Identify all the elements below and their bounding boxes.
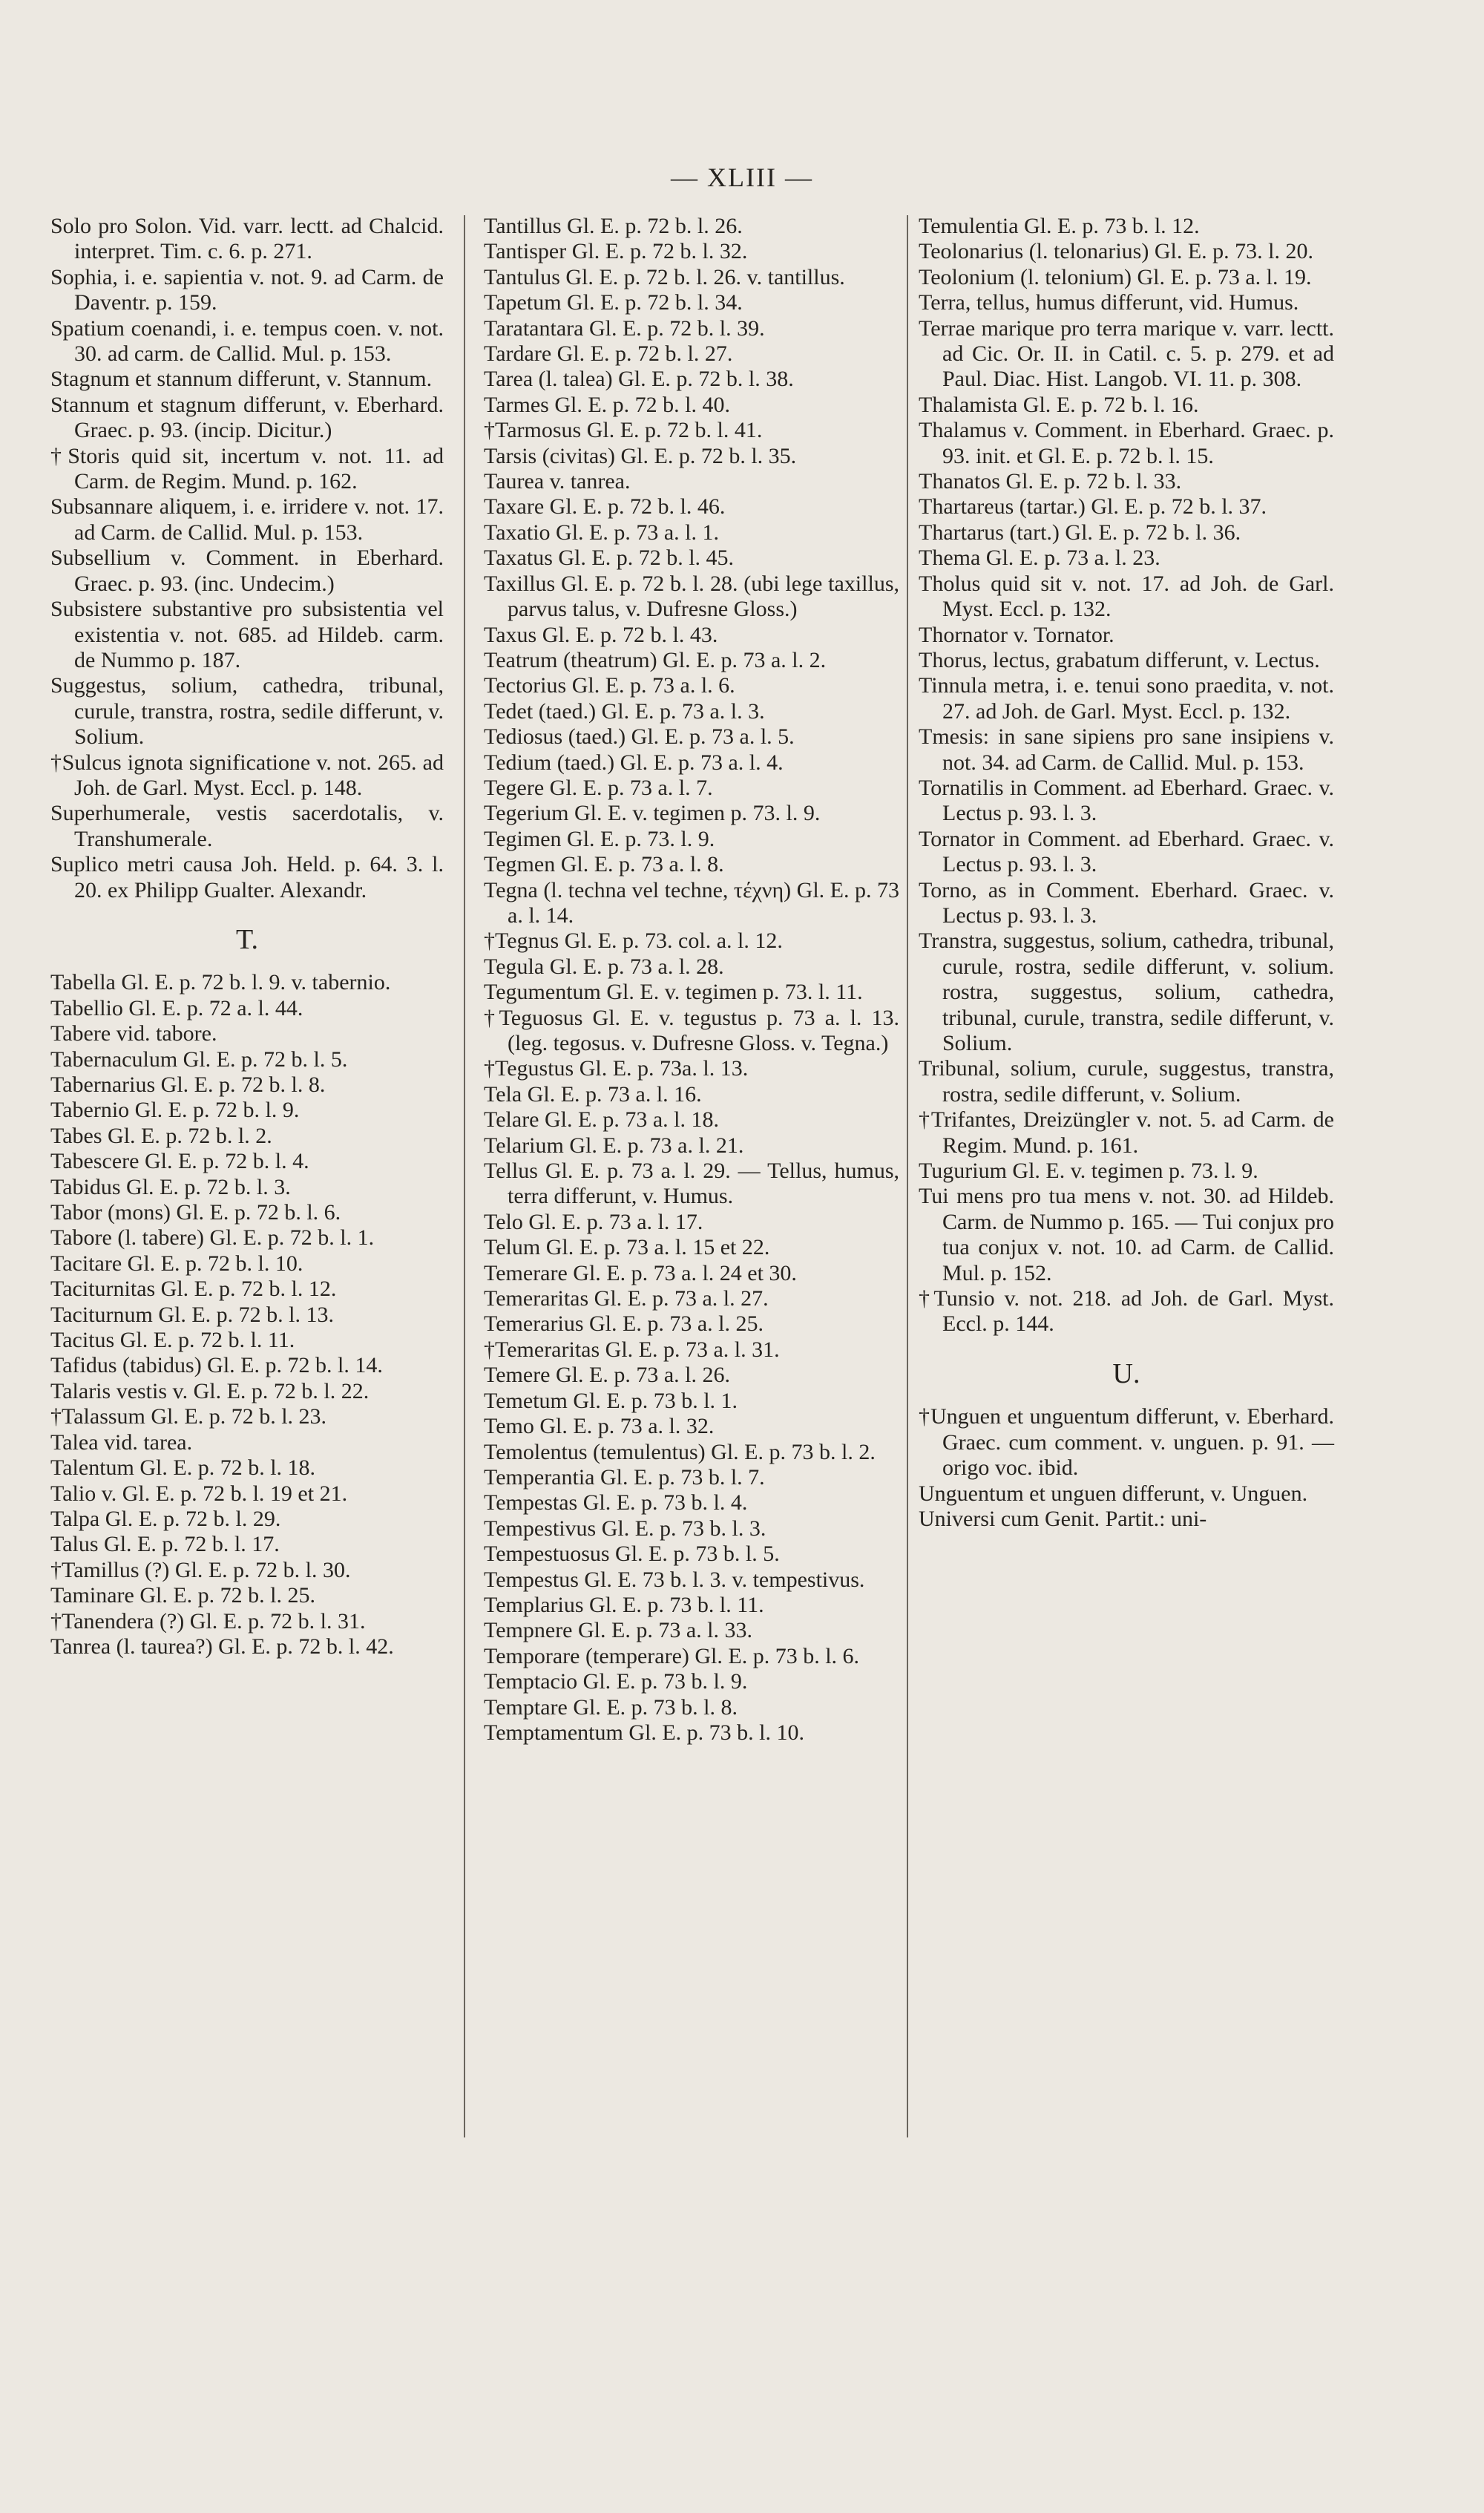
entry: Tugurium Gl. E. v. tegimen p. 73. l. 9. xyxy=(919,1159,1258,1184)
entry: Temptacio Gl. E. p. 73 b. l. 9. xyxy=(484,1669,748,1694)
entry: Tediosus (taed.) Gl. E. p. 73 a. l. 5. xyxy=(484,724,795,750)
entry: Tabernarius Gl. E. p. 72 b. l. 8. xyxy=(50,1072,326,1097)
entry: Subsistere substantive pro subsistentia vel existentia v. not. 685. ad Hildeb. carm. de Nummo p. 187. xyxy=(50,597,444,672)
entry: Stagnum et stannum differunt, v. Stannum. xyxy=(50,367,433,392)
entry: Tacitare Gl. E. p. 72 b. l. 10. xyxy=(50,1251,303,1276)
entry: Temptamentum Gl. E. p. 73 b. l. 10. xyxy=(484,1720,805,1745)
entry: Spatium coenandi, i. e. tempus coen. v. not. 30. ad carm. de Callid. Mul. p. 153. xyxy=(50,315,444,367)
entry: Taminare Gl. E. p. 72 b. l. 25. xyxy=(50,1583,315,1608)
entry: †Tarmosus Gl. E. p. 72 b. l. 41. xyxy=(484,418,763,443)
entry: Temolentus (temulentus) Gl. E. p. 73 b. l. 2. xyxy=(484,1439,876,1464)
entry: Tapetum Gl. E. p. 72 b. l. 34. xyxy=(484,290,743,315)
entry: †Talassum Gl. E. p. 72 b. l. 23. xyxy=(50,1404,327,1429)
entry: Thartarus (tart.) Gl. E. p. 72 b. l. 36. xyxy=(919,520,1241,545)
entry: Stannum et stagnum differunt, v. Eberhard. Graec. p. 93. (incip. Dicitur.) xyxy=(50,392,444,443)
entry: Talus Gl. E. p. 72 b. l. 17. xyxy=(50,1532,280,1557)
entry: Tinnula metra, i. e. tenui sono praedita, v. not. 27. ad Joh. de Garl. Myst. Eccl. p. 132. xyxy=(919,673,1334,724)
entry: Telum Gl. E. p. 73 a. l. 15 et 22. xyxy=(484,1235,770,1260)
entry: Tellus Gl. E. p. 73 a. l. 29. — Tellus, humus, terra differunt, v. Humus. xyxy=(484,1159,899,1209)
entry: Torno, as in Comment. Eberhard. Graec. v. Lectus p. 93. l. 3. xyxy=(919,877,1334,928)
entry: Terrae marique pro terra marique v. varr. lectt. ad Cic. Or. II. in Catil. c. 5. p. 279. et ad Paul. Diac. Hist. Langob. VI. 11. p. 308. xyxy=(919,315,1334,392)
entry: †Trifantes, Dreizüngler v. not. 5. ad Carm. de Regim. Mund. p. 161. xyxy=(919,1107,1334,1158)
entry: Temulentia Gl. E. p. 73 b. l. 12. xyxy=(919,214,1200,238)
entry: Temerarius Gl. E. p. 73 a. l. 25. xyxy=(484,1311,764,1337)
entry: Taxillus Gl. E. p. 72 b. l. 28. (ubi lege taxillus, parvus talus, v. Dufresne Gloss.) xyxy=(484,571,899,622)
entry: Tantulus Gl. E. p. 72 b. l. 26. v. tantillus. xyxy=(484,264,845,289)
entry: Thornator v. Tornator. xyxy=(919,622,1114,647)
entry: Talpa Gl. E. p. 72 b. l. 29. xyxy=(50,1506,281,1531)
entry: Taciturnitas Gl. E. p. 72 b. l. 12. xyxy=(50,1277,337,1302)
entry: Tacitus Gl. E. p. 72 b. l. 11. xyxy=(50,1328,295,1353)
entry: Tabore (l. tabere) Gl. E. p. 72 b. l. 1. xyxy=(50,1225,375,1251)
column-3 xyxy=(919,214,1334,1532)
entry: Tempestuosus Gl. E. p. 73 b. l. 5. xyxy=(484,1541,780,1567)
entry: Subsellium v. Comment. in Eberhard. Graec. p. 93. (inc. Undecim.) xyxy=(50,545,444,596)
entry: Transtra, suggestus, solium, cathedra, tribunal, curule, rostra, sedile differunt, v. solium. rostra, suggestus, solium, cathedra, tribunal, curule, transtra, sedile differunt, v. Solium. xyxy=(919,928,1334,1055)
entry: Tegerium Gl. E. v. tegimen p. 73. l. 9. xyxy=(484,801,821,826)
entry: Tafidus (tabidus) Gl. E. p. 72 b. l. 14. xyxy=(50,1353,383,1378)
entry: Teolonium (l. telonium) Gl. E. p. 73 a. l. 19. xyxy=(919,264,1312,289)
entry: Tegumentum Gl. E. v. tegimen p. 73. l. 11. xyxy=(484,980,863,1005)
entry: Tabescere Gl. E. p. 72 b. l. 4. xyxy=(50,1149,309,1174)
entry: Taxus Gl. E. p. 72 b. l. 43. xyxy=(484,622,718,647)
entry: †Storis quid sit, incertum v. not. 11. ad Carm. de Regim. Mund. p. 162. xyxy=(50,443,444,494)
entry: Taurea v. tanrea. xyxy=(484,469,631,494)
entry: Tabere vid. tabore. xyxy=(50,1021,217,1046)
entry: Temeraritas Gl. E. p. 73 a. l. 27. xyxy=(484,1286,769,1311)
section-heading: T. xyxy=(236,923,258,955)
entry: Tedium (taed.) Gl. E. p. 73 a. l. 4. xyxy=(484,750,784,775)
column-divider xyxy=(464,215,465,2137)
entry: Temere Gl. E. p. 73 a. l. 26. xyxy=(484,1363,730,1388)
entry: Thema Gl. E. p. 73 a. l. 23. xyxy=(919,545,1160,571)
entry: Telare Gl. E. p. 73 a. l. 18. xyxy=(484,1107,719,1133)
entry: Unguentum et unguen differunt, v. Unguen. xyxy=(919,1481,1308,1506)
entry: Universi cum Genit. Partit.: uni- xyxy=(919,1506,1207,1531)
entry: Tabes Gl. E. p. 72 b. l. 2. xyxy=(50,1123,272,1148)
entry: Tarea (l. talea) Gl. E. p. 72 b. l. 38. xyxy=(484,367,794,392)
entry: Tabellio Gl. E. p. 72 a. l. 44. xyxy=(50,995,303,1020)
entry: Tempestus Gl. E. 73 b. l. 3. v. tempestivus. xyxy=(484,1567,865,1592)
entry: Temptare Gl. E. p. 73 b. l. 8. xyxy=(484,1694,738,1720)
entry: †Tamillus (?) Gl. E. p. 72 b. l. 30. xyxy=(50,1557,351,1582)
entry: Terra, tellus, humus differunt, vid. Humus. xyxy=(919,290,1299,315)
column-divider xyxy=(907,215,908,2137)
entry: Teolonarius (l. telonarius) Gl. E. p. 73. l. 20. xyxy=(919,239,1313,264)
entry: Thalamista Gl. E. p. 72 b. l. 16. xyxy=(919,392,1199,417)
entry: Tegere Gl. E. p. 73 a. l. 7. xyxy=(484,775,713,800)
entry: Suggestus, solium, cathedra, tribunal, curule, transtra, rostra, sedile differunt, v. Solium. xyxy=(50,673,444,750)
entry: †Teguosus Gl. E. v. tegustus p. 73 a. l. 13. (leg. tegosus. v. Dufresne Gloss. v. Tegna.) xyxy=(484,1005,899,1055)
entry: Thanatos Gl. E. p. 72 b. l. 33. xyxy=(919,469,1182,494)
entry: Tabella Gl. E. p. 72 b. l. 9. v. tabernio. xyxy=(50,970,391,995)
column-2 xyxy=(484,214,899,1746)
entry: Sophia, i. e. sapientia v. not. 9. ad Carm. de Daventr. p. 159. xyxy=(50,264,444,315)
entry: Tectorius Gl. E. p. 73 a. l. 6. xyxy=(484,673,735,698)
entry: Tarsis (civitas) Gl. E. p. 72 b. l. 35. xyxy=(484,443,797,468)
entry: Tabernaculum Gl. E. p. 72 b. l. 5. xyxy=(50,1046,348,1072)
page-number: — XLIII — xyxy=(671,163,813,192)
entry: Subsannare aliquem, i. e. irridere v. not. 17. ad Carm. de Callid. Mul. p. 153. xyxy=(50,494,444,545)
entry: Teatrum (theatrum) Gl. E. p. 73 a. l. 2. xyxy=(484,647,827,672)
entry: Talentum Gl. E. p. 72 b. l. 18. xyxy=(50,1455,316,1481)
entry: †Tegustus Gl. E. p. 73a. l. 13. xyxy=(484,1056,749,1081)
entry: Talio v. Gl. E. p. 72 b. l. 19 et 21. xyxy=(50,1481,348,1506)
entry: Tornator in Comment. ad Eberhard. Graec. v. Lectus p. 93. l. 3. xyxy=(919,826,1334,877)
entry: Telo Gl. E. p. 73 a. l. 17. xyxy=(484,1209,703,1234)
entry: Tempestivus Gl. E. p. 73 b. l. 3. xyxy=(484,1516,766,1541)
entry: Tabidus Gl. E. p. 72 b. l. 3. xyxy=(50,1174,291,1199)
entry: †Tegnus Gl. E. p. 73. col. a. l. 12. xyxy=(484,928,783,954)
entry: Temerare Gl. E. p. 73 a. l. 24 et 30. xyxy=(484,1260,797,1285)
entry: Temo Gl. E. p. 73 a. l. 32. xyxy=(484,1414,715,1439)
entry: †Sulcus ignota significatione v. not. 265. ad Joh. de Garl. Myst. Eccl. p. 148. xyxy=(50,750,444,800)
entry: Taxatio Gl. E. p. 73 a. l. 1. xyxy=(484,520,720,545)
column-1 xyxy=(50,214,444,1660)
entry: Tempestas Gl. E. p. 73 b. l. 4. xyxy=(484,1490,748,1516)
entry: Tela Gl. E. p. 73 a. l. 16. xyxy=(484,1081,702,1107)
entry: Tui mens pro tua mens v. not. 30. ad Hildeb. Carm. de Nummo p. 165. — Tui conjux pro tua conjux v. not. 10. ad Carm. de Callid. Mul. p. 152. xyxy=(919,1184,1334,1285)
entry: Tantillus Gl. E. p. 72 b. l. 26. xyxy=(484,214,743,238)
entry: Talea vid. tarea. xyxy=(50,1429,193,1455)
entry: Tardare Gl. E. p. 72 b. l. 27. xyxy=(484,341,733,367)
entry: Thalamus v. Comment. in Eberhard. Graec. p. 93. init. et Gl. E. p. 72 b. l. 15. xyxy=(919,418,1334,468)
entry: Taratantara Gl. E. p. 72 b. l. 39. xyxy=(484,315,765,341)
entry: Temperantia Gl. E. p. 73 b. l. 7. xyxy=(484,1464,765,1490)
entry: Superhumerale, vestis sacerdotalis, v. Transhumerale. xyxy=(50,801,444,851)
entry: Tabernio Gl. E. p. 72 b. l. 9. xyxy=(50,1098,300,1123)
entry: Tarmes Gl. E. p. 72 b. l. 40. xyxy=(484,392,731,417)
entry: Solo pro Solon. Vid. varr. lectt. ad Chalcid. interpret. Tim. c. 6. p. 271. xyxy=(50,214,444,264)
entry: Thartareus (tartar.) Gl. E. p. 72 b. l. 37. xyxy=(919,494,1267,520)
entry: †Tanendera (?) Gl. E. p. 72 b. l. 31. xyxy=(50,1608,366,1634)
entry: Tornatilis in Comment. ad Eberhard. Graec. v. Lectus p. 93. l. 3. xyxy=(919,775,1334,826)
entry: Tegula Gl. E. p. 73 a. l. 28. xyxy=(484,954,724,979)
entry: Thorus, lectus, grabatum differunt, v. Lectus. xyxy=(919,647,1320,672)
entry: Taxare Gl. E. p. 72 b. l. 46. xyxy=(484,494,726,520)
entry: Taciturnum Gl. E. p. 72 b. l. 13. xyxy=(50,1302,335,1327)
entry: Tegimen Gl. E. p. 73. l. 9. xyxy=(484,826,715,851)
entry: Tribunal, solium, curule, suggestus, transtra, rostra, sedile differunt, v. Solium. xyxy=(919,1056,1334,1107)
entry: Tanrea (l. taurea?) Gl. E. p. 72 b. l. 42. xyxy=(50,1634,394,1659)
entry: Temetum Gl. E. p. 73 b. l. 1. xyxy=(484,1388,738,1413)
entry: †Unguen et unguentum differunt, v. Eberhard. Graec. cum comment. v. unguen. p. 91. — origo voc. ibid. xyxy=(919,1404,1334,1481)
entry: Tantisper Gl. E. p. 72 b. l. 32. xyxy=(484,239,748,264)
entry: Tegmen Gl. E. p. 73 a. l. 8. xyxy=(484,852,724,877)
entry: †Tunsio v. not. 218. ad Joh. de Garl. Myst. Eccl. p. 144. xyxy=(919,1286,1334,1337)
entry: Talaris vestis v. Gl. E. p. 72 b. l. 22. xyxy=(50,1378,370,1403)
entry: Taxatus Gl. E. p. 72 b. l. 45. xyxy=(484,545,735,571)
entry: Tedet (taed.) Gl. E. p. 73 a. l. 3. xyxy=(484,698,765,724)
entry: Tempnere Gl. E. p. 73 a. l. 33. xyxy=(484,1618,752,1643)
entry: Tegna (l. techna vel techne, τέχνη) Gl. E. p. 73 a. l. 14. xyxy=(484,877,899,928)
entry: Temporare (temperare) Gl. E. p. 73 b. l. 6. xyxy=(484,1643,860,1668)
entry: Tabor (mons) Gl. E. p. 72 b. l. 6. xyxy=(50,1200,341,1225)
entry: Suplico metri causa Joh. Held. p. 64. 3. l. 20. ex Philipp Gualter. Alexandr. xyxy=(50,852,444,902)
section-heading: U. xyxy=(1112,1357,1140,1389)
entry: Templarius Gl. E. p. 73 b. l. 11. xyxy=(484,1592,764,1617)
entry: Tholus quid sit v. not. 17. ad Joh. de Garl. Myst. Eccl. p. 132. xyxy=(919,571,1334,622)
entry: Tmesis: in sane sipiens pro sane insipiens v. not. 34. ad Carm. de Callid. Mul. p. 153. xyxy=(919,724,1334,775)
entry: †Temeraritas Gl. E. p. 73 a. l. 31. xyxy=(484,1337,780,1362)
entry: Telarium Gl. E. p. 73 a. l. 21. xyxy=(484,1133,744,1158)
